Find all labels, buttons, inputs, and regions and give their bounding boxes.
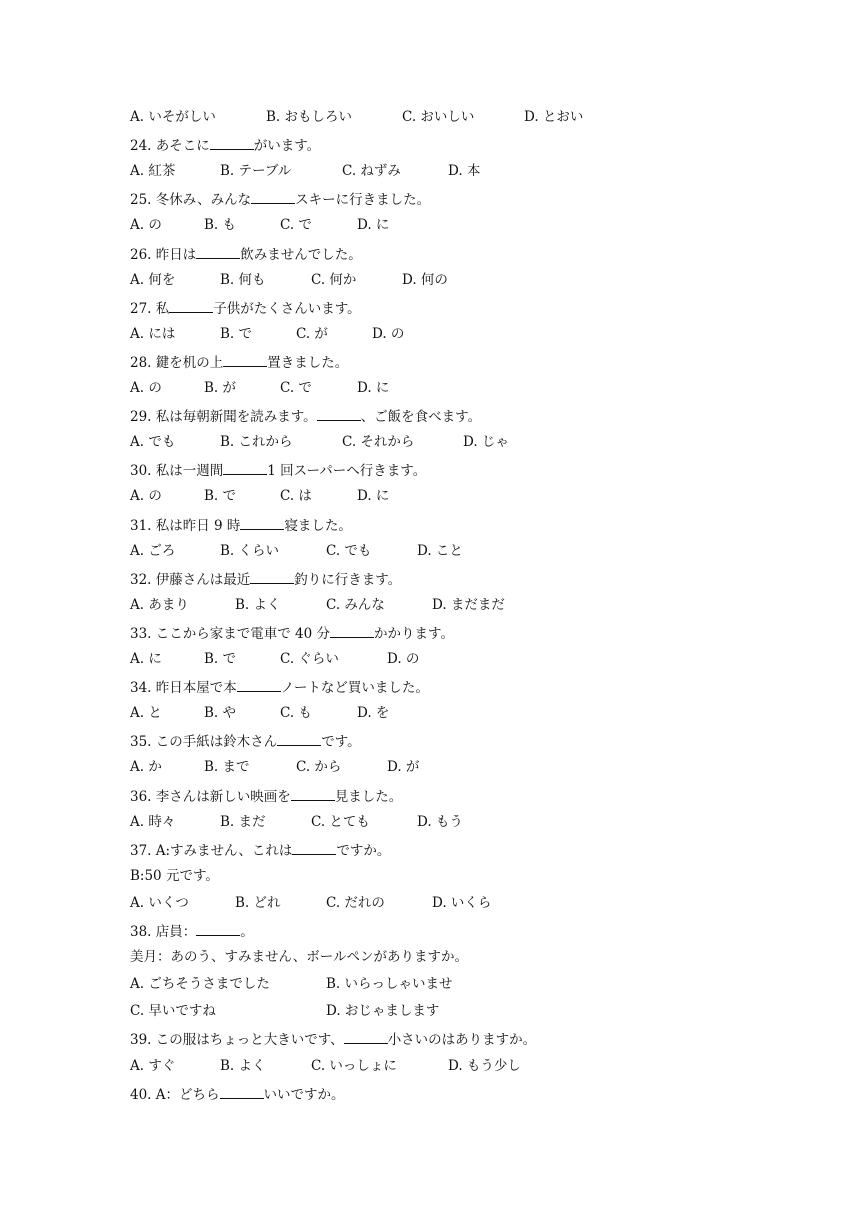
- answer-option: D. もう少し: [448, 1057, 521, 1074]
- answer-option: C. ねずみ: [342, 163, 401, 180]
- question-line: [130, 405, 481, 425]
- answer-blank: [169, 297, 213, 313]
- answer-blank: [277, 730, 321, 746]
- answer-option: A. 紅茶: [130, 163, 176, 180]
- answer-option: D. 本: [448, 163, 481, 180]
- answer-blank: [250, 568, 294, 584]
- answer-option: C. から: [296, 759, 342, 776]
- answer-option: C. 何か: [311, 271, 357, 288]
- question-text: がいます。: [253, 138, 321, 155]
- answer-option: D. の: [387, 651, 420, 667]
- answer-option: B. も: [204, 217, 237, 234]
- answer-blank: [196, 920, 240, 936]
- answer-option: C. いっしょに: [311, 1057, 397, 1074]
- answer-option: D. に: [357, 488, 390, 505]
- question-text: です。: [321, 734, 361, 751]
- answer-option: B. 何も: [220, 271, 266, 288]
- answer-blank: [344, 1028, 388, 1044]
- question-text: B:50 元です。: [130, 867, 219, 884]
- answer-option: D. に: [357, 380, 390, 396]
- question-line: [130, 730, 361, 750]
- answer-option: C. ぐらい: [280, 651, 339, 667]
- answer-blank: [240, 514, 284, 530]
- question-text: 40. A：どちら: [130, 1086, 220, 1103]
- question-line: [130, 839, 390, 859]
- answer-option: A. の: [130, 380, 162, 396]
- answer-blank: [223, 351, 267, 367]
- answer-option: D. 何の: [402, 271, 448, 288]
- question-text: 29. 私は毎朝新聞を読みます。: [130, 409, 317, 426]
- question-line: [130, 785, 402, 805]
- text-line: [130, 947, 468, 967]
- question-line: [130, 243, 362, 263]
- answer-option: D. おじゃまします: [326, 1003, 440, 1020]
- question-text: 27. 私: [130, 300, 170, 317]
- answer-option: A. と: [130, 705, 162, 722]
- answer-option: B. おもしろい: [266, 109, 353, 125]
- question-text: 子供がたくさんいます。: [213, 300, 361, 317]
- question-text: 25. 冬休み、みんな: [130, 192, 252, 209]
- question-text: 寝ました。: [284, 517, 352, 534]
- question-text: ですか。: [336, 842, 391, 859]
- answer-option: C. みんな: [326, 596, 385, 613]
- answer-option: A. の: [130, 217, 162, 234]
- question-line: [130, 514, 352, 534]
- question-text: 37. A:すみません、これは: [130, 842, 293, 859]
- answer-option: B. で: [204, 488, 237, 505]
- answer-option: B. まだ: [220, 813, 266, 830]
- answer-option: B. どれ: [235, 894, 281, 911]
- question-text: 36. 李さんは新しい映画を: [130, 788, 291, 805]
- question-line: [130, 920, 254, 940]
- question-text: スキーに行きました。: [295, 192, 431, 209]
- answer-option: A. 時々: [130, 813, 176, 830]
- answer-option: C. おいしい: [402, 109, 475, 125]
- answer-option: C. が: [296, 325, 328, 342]
- answer-option: B. や: [204, 705, 237, 722]
- answer-option: D. もう: [417, 813, 463, 830]
- question-text: ノートなど買いました。: [280, 680, 429, 697]
- answer-option: D. を: [357, 705, 390, 722]
- question-line: [130, 1028, 536, 1048]
- question-text: 31. 私は昨日 9 時: [130, 517, 241, 534]
- answer-option: A. に: [130, 651, 162, 667]
- answer-option: A. あまり: [130, 596, 189, 613]
- question-line: [130, 188, 430, 208]
- answer-option: A. 何を: [130, 271, 176, 288]
- answer-option: B. これから: [220, 434, 293, 451]
- answer-blank: [220, 1083, 264, 1099]
- answer-option: D. こと: [417, 542, 463, 559]
- answer-option: A. ごちそうさまでした: [130, 976, 270, 993]
- answer-blank: [237, 676, 281, 692]
- question-text: かかります。: [374, 625, 454, 642]
- answer-blank: [196, 243, 240, 259]
- answer-option: C. だれの: [326, 894, 385, 911]
- question-text: 28. 鍵を机の上: [130, 354, 224, 371]
- answer-blank: [223, 459, 267, 475]
- question-line: [130, 1083, 345, 1103]
- answer-blank: [251, 188, 295, 204]
- answer-option: B. まで: [204, 759, 250, 776]
- answer-option: B. テーブル: [220, 163, 292, 180]
- answer-option: A. ごろ: [130, 542, 176, 559]
- question-line: [130, 134, 320, 154]
- question-text: 32. 伊藤さんは最近: [130, 571, 251, 588]
- answer-option: C. で: [280, 217, 312, 234]
- question-text: 飲みませんでした。: [240, 246, 362, 263]
- answer-option: D. が: [387, 759, 420, 776]
- answer-blank: [291, 785, 335, 801]
- answer-option: A. には: [130, 325, 176, 342]
- answer-option: A. でも: [130, 434, 176, 451]
- answer-option: D. の: [372, 325, 405, 342]
- text-line: [130, 866, 219, 886]
- answer-option: B. くらい: [220, 542, 280, 559]
- question-text: 26. 昨日は: [130, 246, 197, 263]
- question-text: 置きました。: [267, 354, 349, 371]
- answer-option: C. でも: [326, 542, 372, 559]
- question-text: 30. 私は一週間: [130, 463, 224, 480]
- question-line: [130, 459, 426, 479]
- answer-option: D. に: [357, 217, 390, 234]
- question-text: 。: [240, 924, 254, 940]
- question-line: [130, 676, 429, 696]
- answer-option: D. じゃ: [463, 434, 509, 451]
- question-text: 小さいのはありますか。: [387, 1032, 537, 1049]
- answer-option: B. で: [220, 325, 253, 342]
- question-text: 見ました。: [334, 788, 403, 805]
- answer-option: B. いらっしゃいませ: [326, 976, 453, 993]
- question-line: [130, 622, 454, 642]
- answer-option: A. いくつ: [130, 894, 189, 911]
- answer-option: B. よく: [220, 1057, 266, 1074]
- question-text: 39. この服はちょっと大きいです、: [130, 1032, 344, 1049]
- question-text: 美月：あのう、すみません、ボールペンがありますか。: [130, 949, 469, 966]
- answer-option: B. よく: [235, 596, 281, 613]
- answer-option: B. が: [204, 380, 237, 396]
- answer-blank: [292, 839, 336, 855]
- answer-option: D. まだまだ: [432, 596, 505, 613]
- answer-option: A. いそがしい: [130, 109, 216, 125]
- question-line: [130, 297, 361, 317]
- question-text: 24. あそこに: [130, 138, 210, 155]
- answer-option: C. 早いですね: [130, 1003, 216, 1020]
- answer-option: A. すぐ: [130, 1057, 176, 1074]
- answer-option: C. も: [280, 705, 312, 722]
- answer-blank: [210, 134, 254, 150]
- question-line: [130, 351, 348, 371]
- answer-option: A. の: [130, 488, 162, 505]
- question-line: [130, 568, 401, 588]
- answer-option: C. は: [280, 488, 312, 505]
- question-text: 33. ここから家まで電車で 40 分: [130, 625, 331, 642]
- answer-option: B. で: [204, 651, 237, 667]
- question-text: いいですか。: [263, 1086, 345, 1103]
- answer-option: C. とても: [311, 813, 370, 830]
- answer-option: C. で: [280, 380, 312, 396]
- question-text: 38. 店員：: [130, 924, 197, 940]
- answer-option: C. それから: [342, 434, 415, 451]
- question-text: 35. この手紙は鈴木さん: [130, 734, 278, 751]
- answer-option: D. とおい: [524, 109, 584, 125]
- answer-blank: [317, 405, 361, 421]
- question-text: 34. 昨日本屋で本: [130, 680, 237, 697]
- question-text: 1 回スーパーへ行きます。: [267, 463, 427, 480]
- question-text: 釣りに行きます。: [294, 571, 402, 588]
- question-text: 、ご飯を食べます。: [360, 409, 482, 426]
- answer-blank: [330, 622, 374, 638]
- answer-option: D. いくら: [432, 894, 492, 911]
- answer-option: A. か: [130, 759, 162, 776]
